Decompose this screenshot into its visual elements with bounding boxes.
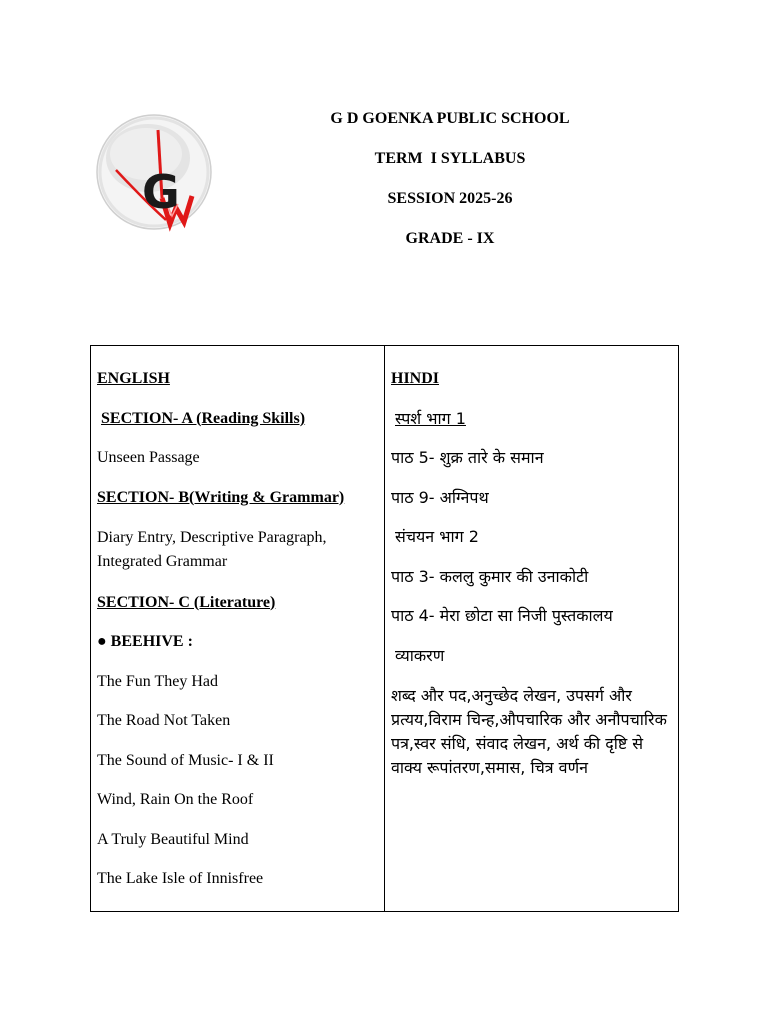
bullet-icon: ● <box>97 633 107 650</box>
syllabus-table <box>90 345 679 912</box>
lesson-item: The Sound of Music- I & II <box>97 751 274 769</box>
school-logo <box>96 112 216 236</box>
logo-letter: G <box>142 165 180 219</box>
beehive-label: BEEHIVE : <box>110 633 193 650</box>
section-b-items: Diary Entry, Descriptive Paragraph, Integrated Grammar <box>97 529 327 570</box>
term-title: TERM I SYLLABUS <box>374 150 526 167</box>
section-a-item: Unseen Passage <box>97 449 200 466</box>
sanchayan-item: पाठ 3- कललु कुमार की उनाकोटी <box>391 566 589 586</box>
lesson-item: The Lake Isle of Innisfree <box>97 870 264 887</box>
lesson-item: Wind, Rain On the Roof <box>97 791 254 808</box>
lesson-item: The Road Not Taken <box>97 712 231 729</box>
english-heading: ENGLISH <box>97 370 170 387</box>
section-b-heading: SECTION- B(Writing & Grammar) <box>97 488 345 506</box>
sparsh-item: पाठ 5- शुक्र तारे के समान <box>391 448 544 467</box>
school-logo-graphic <box>96 112 216 236</box>
section-c-heading: SECTION- C (Literature) <box>97 593 276 611</box>
beehive-heading <box>97 631 380 653</box>
grade-title: GRADE - IX <box>405 230 495 247</box>
document-header <box>250 108 650 268</box>
sparsh-heading: स्पर्श भाग 1 <box>395 408 466 428</box>
sanchayan-heading: संचयन भाग 2 <box>395 527 479 546</box>
session-title: SESSION 2025-26 <box>387 190 513 207</box>
school-name: G D GOENKA PUBLIC SCHOOL <box>330 110 570 127</box>
lesson-item: A Truly Beautiful Mind <box>97 830 249 848</box>
english-column <box>91 346 385 911</box>
vyakaran-heading: व्याकरण <box>395 645 445 665</box>
sanchayan-item: पाठ 4- मेरा छोटा सा निजी पुस्तकालय <box>391 606 613 625</box>
hindi-heading: HINDI <box>391 370 440 387</box>
sparsh-item: पाठ 9- अग्निपथ <box>391 487 489 507</box>
hindi-column <box>385 346 678 911</box>
vyakaran-text: शब्द और पद,अनुच्छेद लेखन, उपसर्ग और प्रत्यय,विराम चिन्ह,औपचारिक और अनौपचारिक पत्र,स्वर संधि, संवाद लेखन, अर्थ की दृष्टि से वाक्य रूपांतरण,समास, चित्र वर्णन <box>391 686 667 777</box>
lesson-item: The Fun They Had <box>97 672 219 690</box>
section-a-heading: SECTION- A (Reading Skills) <box>101 409 306 427</box>
